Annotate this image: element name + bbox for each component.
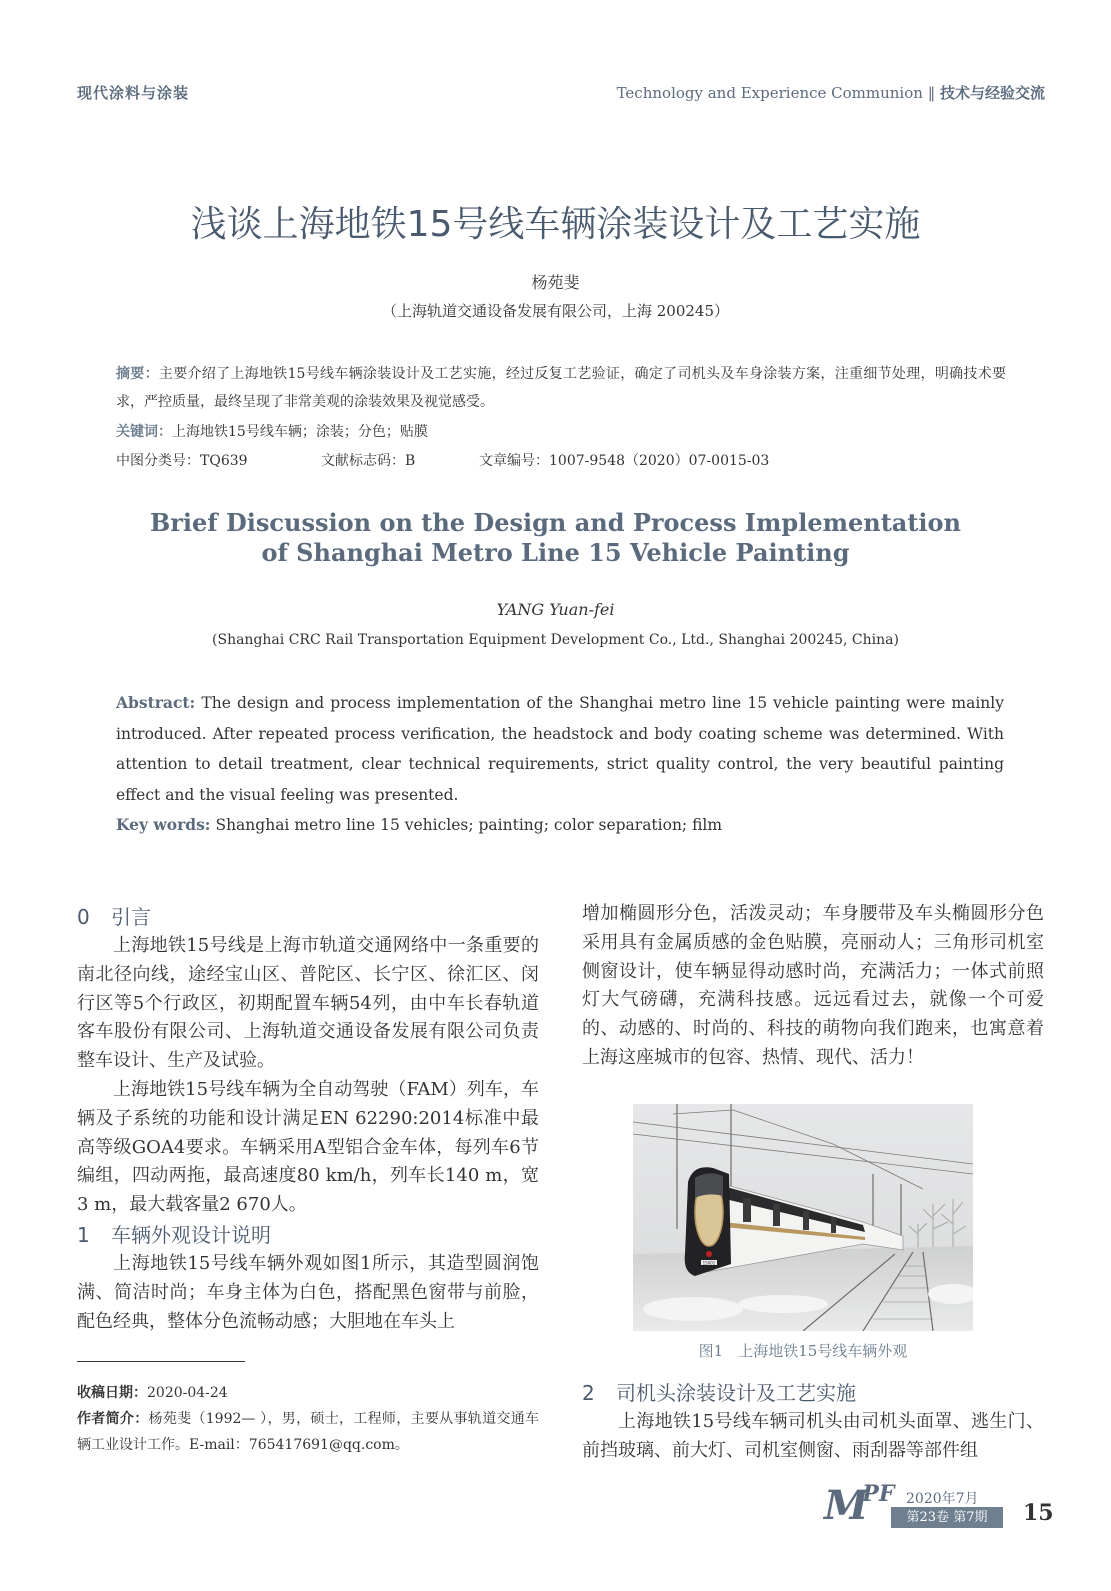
paper-title: 浅谈上海地铁15号线车辆涂装设计及工艺实施: [190, 204, 921, 245]
paragraph-design-2: 增加椭圆形分色，活泼灵动；车身腰带及车头椭圆形分色采用具有金属质感的金色贴膜，亮丽动人；三角形司机室侧窗设计，使车辆显得动感时尚，充满活力；一体式前照灯大气磅礴，充满科技感。远远看过去，就像一个可爱的、动感的、时尚的、科技的萌物向我们跑来，也寓意着上海这座城市的包容、热情、现代、活力！: [582, 903, 1044, 1068]
en-affiliation: (Shanghai CRC Rail Transportation Equipment Development Co., Ltd., Shanghai 200245, China): [212, 632, 899, 648]
en-title-line-2: of Shanghai Metro Line 15 Vehicle Painting: [261, 538, 850, 567]
en-keywords-text: Shanghai metro line 15 vehicles; painting; color separation; film: [210, 816, 723, 834]
logo-pf: PF: [862, 1481, 895, 1507]
en-keywords: [116, 810, 722, 840]
article-number: 文章编号：1007-9548（2020）07-0015-03: [479, 453, 770, 469]
section-separator: ‖: [927, 84, 936, 102]
section-1-number: 1: [77, 1222, 90, 1247]
cn-keywords-label: 关键词：: [116, 424, 172, 440]
figure-1-caption: 图1 上海地铁15号线车辆外观: [698, 1342, 908, 1360]
footnote-rule: [77, 1361, 245, 1362]
cn-keywords-text: 上海地铁15号线车辆；涂装；分色；贴膜: [172, 424, 428, 440]
author-name: 杨苑斐: [531, 273, 580, 292]
en-abstract-text: The design and process implementation of the Shanghai metro line 15 vehicle painting were mainly introduced. After repeated process verification, the headstock and body coating scheme was determined. With attention to detail treatment, clear technical requirements, strict quality control, the very beautiful painting effect and the visual feeling was presented.: [116, 694, 1004, 804]
bio-text: 杨苑斐（1992— ），男，硕士，工程师，主要从事轨道交通车辆工业设计工作。E-mail：765417691@qq.com。: [77, 1411, 540, 1453]
footnote: [77, 1380, 539, 1458]
cn-keywords: [116, 418, 428, 446]
volume-issue-badge: 第23卷 第7期: [891, 1507, 1003, 1528]
section-0-title: 引言: [111, 905, 151, 929]
journal-logo: [824, 1481, 900, 1534]
section-0-heading: [77, 902, 539, 932]
train-illustration: [633, 1104, 973, 1331]
received-date: [77, 1380, 539, 1406]
cn-abstract: [116, 360, 1006, 416]
issue-date: 2020年7月: [906, 1491, 979, 1507]
received-value: 2020-04-24: [147, 1385, 228, 1401]
clc-number: 中图分类号：TQ639: [116, 453, 248, 469]
author-affiliation: （上海轨道交通设备发展有限公司，上海 200245）: [381, 302, 730, 320]
en-title: [0, 508, 1111, 568]
section-1-title: 车辆外观设计说明: [111, 1222, 271, 1247]
section-en: Technology and Experience Communion: [616, 84, 923, 102]
en-abstract-label: Abstract:: [116, 693, 196, 712]
running-header-journal: 现代涂料与涂装: [77, 84, 190, 102]
paragraph-cab-1: 上海地铁15号线车辆司机头由司机头面罩、逃生门、前挡玻璃、前大灯、司机室侧窗、雨刮器等部件组: [582, 1411, 1044, 1461]
section-0-number: 0: [77, 905, 90, 929]
section-2-number: 2: [582, 1381, 595, 1405]
paragraph-intro-2: 上海地铁15号线车辆为全自动驾驶（FAM）列车，车辆及子系统的功能和设计满足EN 62290:2014标准中最高等级GOA4要求。车辆采用A型铝合金车体，每列车6节编组，四动两拖，最高速度80 km/h，列车长140 m，宽3 m，最大载客量2 670人。: [77, 1078, 539, 1216]
running-header-section: [617, 82, 1045, 103]
section-2-heading: [582, 1378, 1044, 1408]
en-title-line-1: Brief Discussion on the Design and Process Implementation: [149, 508, 962, 537]
body-right-column-section-2: [582, 1378, 1044, 1466]
section-1-heading: [77, 1220, 539, 1250]
document-code: 文献标志码：B: [321, 453, 416, 469]
cn-abstract-label: 摘要：: [116, 366, 159, 382]
en-abstract: [116, 688, 1004, 810]
body-left-column: [77, 902, 539, 1336]
received-label: 收稿日期：: [77, 1385, 147, 1401]
section-cn: 技术与经验交流: [939, 84, 1045, 102]
section-2-title: 司机头涂装设计及工艺实施: [616, 1381, 856, 1405]
page-number: 15: [1023, 1500, 1054, 1526]
bio-label: 作者简介：: [77, 1411, 149, 1427]
paragraph-intro-1: 上海地铁15号线是上海市轨道交通网络中一条重要的南北径向线，途经宝山区、普陀区、长宁区、徐汇区、闵行区等5个行政区，初期配置车辆54列，由中车长春轨道客车股份有限公司、上海轨道交通设备发展有限公司负责整车设计、生产及试验。: [77, 935, 539, 1072]
en-keywords-label: Key words:: [116, 815, 211, 834]
en-author: YANG Yuan-fei: [496, 600, 615, 619]
train-number-label: 15001: [702, 1260, 716, 1266]
classification-line: [116, 450, 769, 472]
paragraph-design-1: 上海地铁15号线车辆外观如图1所示，其造型圆润饱满、简洁时尚；车身主体为白色，搭配黑色窗带与前脸，配色经典，整体分色流畅动感；大胆地在车头上: [77, 1252, 539, 1332]
figure-1-train-photo: [633, 1104, 973, 1331]
author-bio: [77, 1406, 539, 1458]
body-right-column: [582, 900, 1044, 1073]
logo-m: M: [824, 1482, 869, 1529]
cn-abstract-text: 主要介绍了上海地铁15号线车辆涂装设计及工艺实施，经过反复工艺验证，确定了司机头及车身涂装方案，注重细节处理，明确技术要求，严控质量，最终呈现了非常美观的涂装效果及视觉感受。: [116, 366, 1007, 410]
